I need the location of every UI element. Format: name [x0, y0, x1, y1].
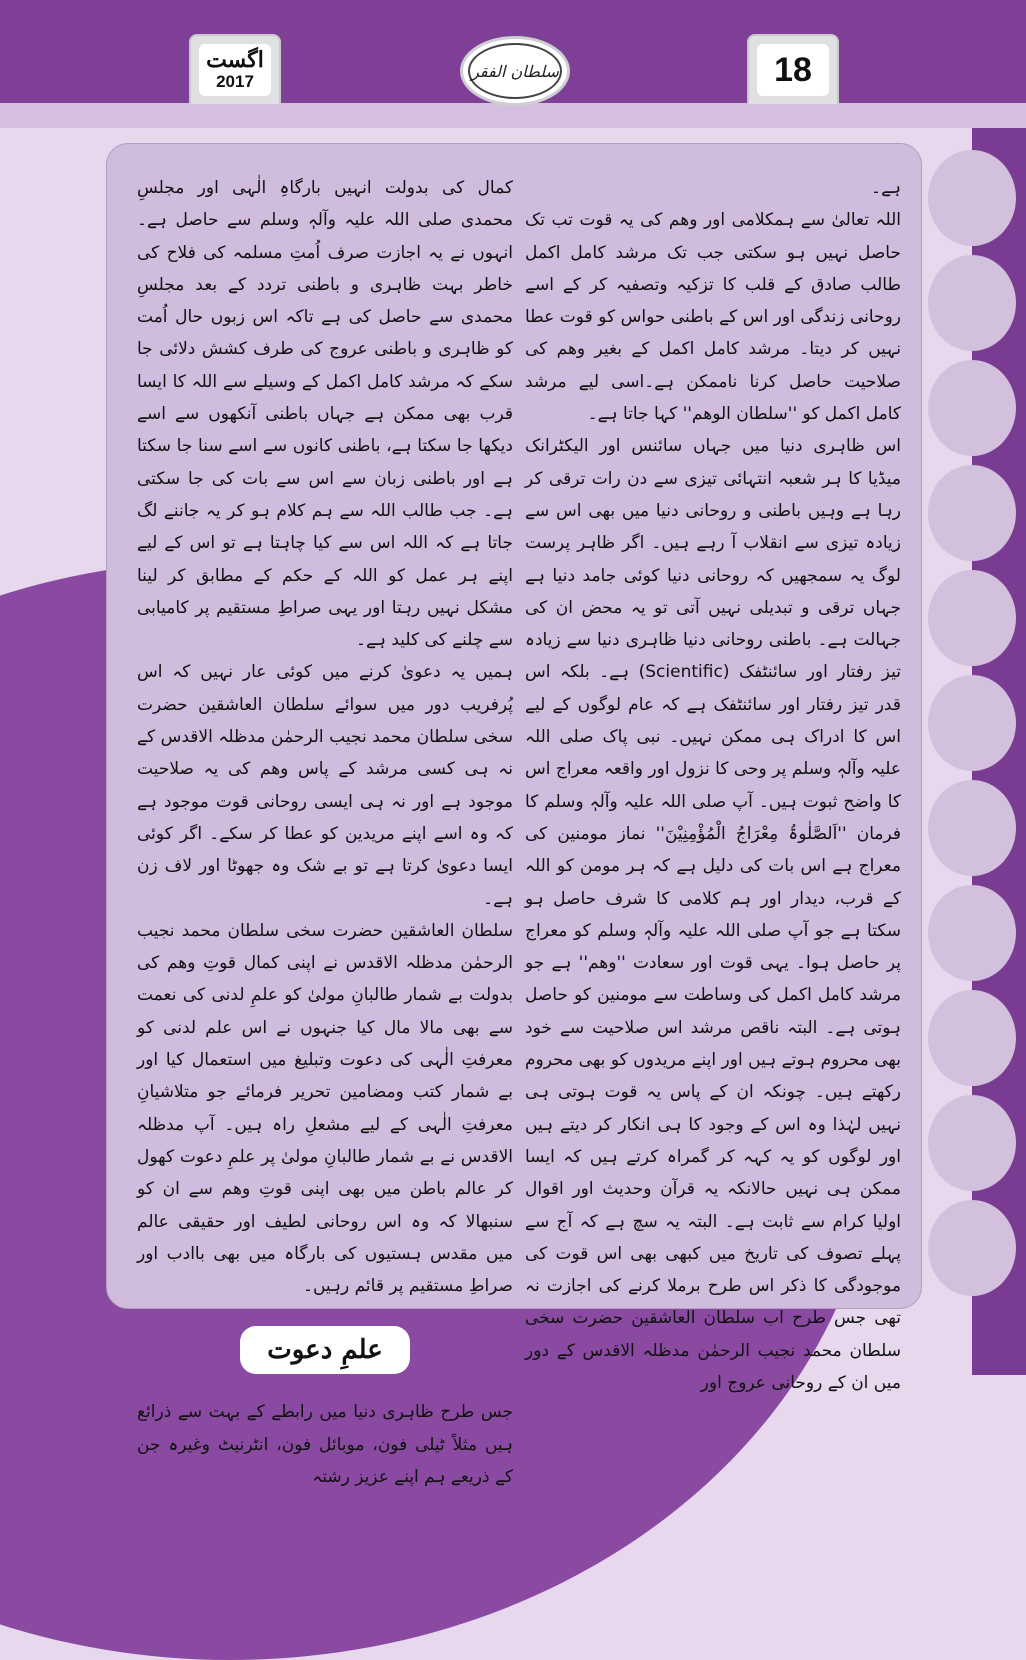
article-column-left	[137, 172, 513, 1493]
paragraph: اس ظاہری دنیا میں جہاں سائنس اور الیکٹرانک میڈیا کا ہر شعبہ انتہائی تیزی سے دن رات ترقی کر رہا ہے وہیں باطنی و روحانی دنیا میں بھی اس سے زیادہ تیزی سے انقلاب آ رہے ہیں۔ اگر ظاہر پرست لوگ یہ سمجھیں کہ روحانی دنیا کوئی جامد دنیا ہے جہاں ترقی و تبدیلی نہیں آتی تو یہ محض ان کی جہالت ہے۔ باطنی روحانی دنیا ظاہری دنیا سے زیادہ تیز رفتار اور سائنٹفک (Scientific) ہے۔ بلکہ اس قدر تیز رفتار اور سائنٹفک ہے کہ عام لوگوں کے لیے اس کا ادراک ہی ممکن نہیں۔ نبی پاک صلی اللہ علیہ وآلہٖ وسلم پر وحی کا نزول اور واقعہ معراج اس کا واضح ثبوت ہیں۔ آپ صلی اللہ علیہ وآلہٖ وسلم کا فرمان ''اَلصَّلٰوۃُ مِعْرَاجُ الْمُؤْمِنِیْنَ'' نماز مومنین کی معراج ہے اس بات کی دلیل ہے کہ ہر مومن کو اللہ کے قرب، دیدار اور ہم کلامی کا شرف حاصل ہو سکتا ہے جو آپ صلی اللہ علیہ وآلہٖ وسلم کو معراج پر حاصل ہوا۔ یہی قوت اور سعادت ''وھم'' ہے جو مرشد کامل اکمل کی وساطت سے مومنین کو حاصل ہوتی ہے۔ البتہ ناقص مرشد اس صلاحیت سے خود بھی محروم ہوتے ہیں اور اپنے مریدوں کو بھی محروم رکھتے ہیں۔ چونکہ ان کے پاس یہ قوت ہوتی ہی نہیں لہٰذا وہ اس کے وجود کا ہی انکار کر دیتے ہیں اور لوگوں کو یہ کہہ کر گمراہ کرتے ہیں کہ ایسا ممکن ہی نہیں حالانکہ یہ قرآن وحدیث اور اقوال اولیا کرام سے ثابت ہے۔ البتہ یہ سچ ہے کہ آج سے پہلے تصوف کی تاریخ میں کبھی بھی اس قوت کی موجودگی کا ذکر اس طرح برملا کرنے کی اجازت نہ تھی جس طرح اب سلطان العاشقین حضرت سخی سلطان محمد نجیب الرحمٰن مدظلہ الاقدس کے دور میں ان کے روحانی عروج اور	[525, 436, 901, 1393]
magazine-logo	[460, 36, 570, 106]
scallop-decoration	[928, 465, 1016, 561]
paragraph: ہمیں یہ دعویٰ کرنے میں کوئی عار نہیں کہ اس پُرفریب دور میں سوائے سلطان العاشقین حضرت سخی سلطان محمد نجیب الرحمٰن مدظلہ الاقدس کے نہ ہی کسی مرشد کے پاس وھم کی یہ صلاحیت موجود ہے اور نہ ہی ایسی روحانی قوت موجود ہے کہ وہ اسے اپنے مریدین کو عطا کر سکے۔ اگر کوئی ایسا دعویٰ کرتا ہے تو بے شک وہ جھوٹا اور لاف زن ہے۔	[137, 662, 513, 909]
issue-year: 2017	[216, 72, 254, 91]
page-number-tab	[747, 34, 839, 104]
scallop-decoration	[928, 1200, 1016, 1296]
paragraph: سلطان العاشقین حضرت سخی سلطان محمد نجیب الرحمٰن مدظلہ الاقدس نے اپنی کمال قوتِ وھم کی بدولت بے شمار طالبانِ مولیٰ کو علمِ لدنی کی نعمت سے بھی مالا مال کیا جنہوں نے اس علم لدنی کو معرفتِ الٰہی کی دعوت وتبلیغ میں استعمال کیا اور بے شمار کتب ومضامین تحریر فرمائے جو متلاشیانِ معرفتِ الٰہی کے لیے مشعلِ راہ ہیں۔ آپ مدظلہ الاقدس نے بے شمار طالبانِ مولیٰ پر علمِ دعوت کھول کر عالم باطن میں بھی اپنی قوتِ وھم سے ان کو سنبھالا کہ وہ اس روحانی لطیف اور حقیقی عالم میں مقدس ہستیوں کی بارگاہ میں بھی باادب اور صراطِ مستقیم پر قائم رہیں۔	[137, 920, 513, 1297]
scallop-decoration	[928, 780, 1016, 876]
logo-ring	[468, 43, 562, 99]
issue-date-tab	[189, 34, 281, 104]
section-heading: علمِ دعوت	[267, 1335, 383, 1366]
section-heading-box	[240, 1326, 410, 1374]
section-heading-frame	[250, 1318, 400, 1382]
scallop-decoration	[928, 885, 1016, 981]
logo-text: سلطان الفقر	[471, 61, 559, 81]
scallop-decoration	[928, 255, 1016, 351]
page-number: 18	[774, 50, 812, 89]
issue-month: اگست	[206, 47, 264, 73]
header-strip	[0, 103, 1026, 128]
article-card	[106, 143, 922, 1487]
paragraph: اللہ تعالیٰ سے ہمکلامی اور وھم کی یہ قوت تب تک حاصل نہیں ہو سکتی جب تک مرشد کامل اکمل طالب صادق کے قلب کا تزکیہ وتصفیہ کر کے اسے روحانی زندگی اور اس کے باطنی حواس کو قوت عطا نہیں کر دیتا۔ مرشد کامل اکمل کے بغیر وھم کی صلاحیت حاصل کرنا ناممکن ہے۔اسی لیے مرشد کامل اکمل کو ''سلطان الوھم'' کہا جاتا ہے۔	[525, 210, 901, 425]
scallop-decoration	[928, 150, 1016, 246]
paragraph: کمال کی بدولت انہیں بارگاہِ الٰہی اور مجلسِ محمدی صلی اللہ علیہ وآلہٖ وسلم سے حاصل ہے۔ انہوں نے یہ اجازت صرف اُمتِ مسلمہ کی فلاح کی خاطر بہت ظاہری و باطنی تردد کے بعد مجلسِ محمدی سے حاصل کی ہے تاکہ اس زبوں حال اُمت کو ظاہری و باطنی عروج کی طرف کشش دلائی جا سکے کہ مرشد کامل اکمل کے وسیلے سے اللہ کا ایسا قرب بھی ممکن ہے جہاں باطنی آنکھوں سے اسے دیکھا جا سکتا ہے، باطنی کانوں سے اسے سنا جا سکتا ہے اور باطنی زبان سے اس سے بات کی جا سکتی ہے۔ جب طالب اللہ سے ہم کلام ہو کر یہ جاننے لگ جاتا ہے کہ اللہ اس سے کیا چاہتا ہے تو اس کے لیے اپنے ہر عمل کو اللہ کے حکم کے مطابق کر لینا مشکل نہیں رہتا اور یہی صراطِ مستقیم پر کامیابی سے چلنے کی کلید ہے۔	[137, 178, 513, 651]
scallop-decoration	[928, 570, 1016, 666]
paragraph: ہے۔	[871, 178, 901, 198]
scallop-decoration	[928, 990, 1016, 1086]
scallop-decoration	[928, 675, 1016, 771]
scallop-decoration	[928, 1095, 1016, 1191]
scallop-decoration	[928, 360, 1016, 456]
article-column-right	[525, 172, 901, 1399]
paragraph: جس طرح ظاہری دنیا میں رابطے کے بہت سے ذرائع ہیں مثلاً ٹیلی فون، موبائل فون، انٹرنیٹ وغیرہ جن کے ذریعے ہم اپنے عزیز رشتہ	[137, 1402, 513, 1487]
